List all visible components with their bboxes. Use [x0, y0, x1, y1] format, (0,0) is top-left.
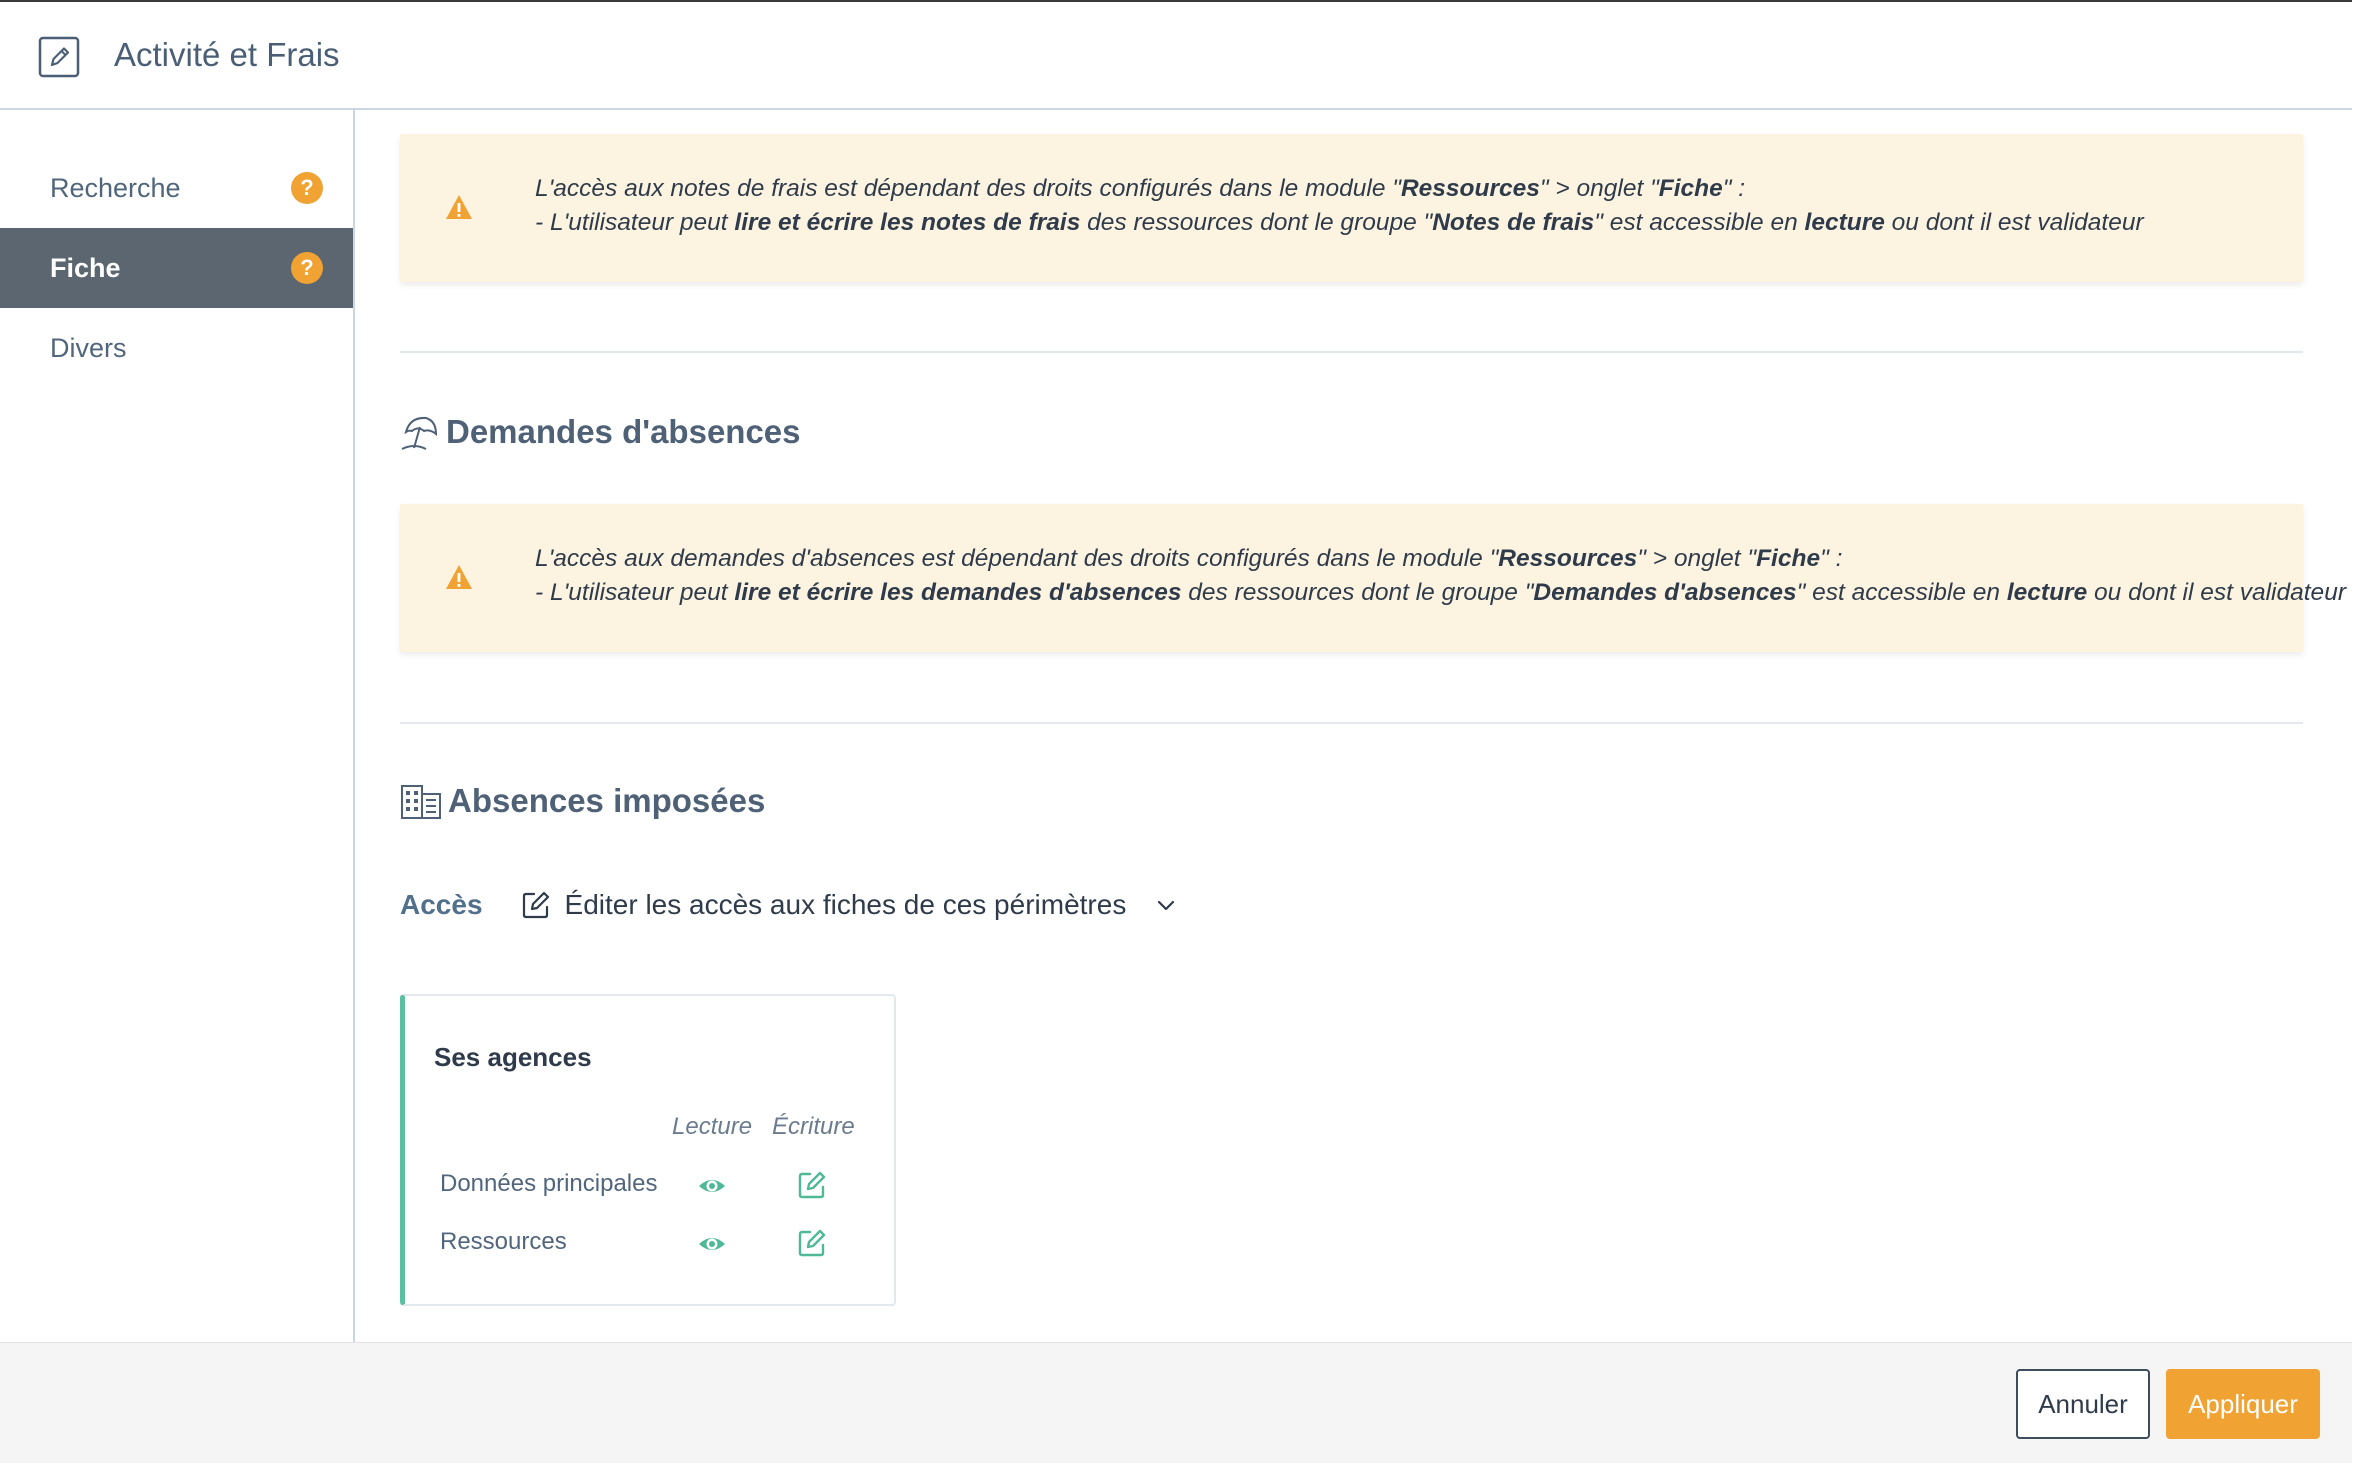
acces-row — [400, 880, 1178, 930]
alert-text — [535, 172, 2144, 240]
edit-icon[interactable] — [797, 1170, 827, 1200]
modal-title: Activité et Frais — [114, 36, 340, 73]
eye-icon[interactable] — [697, 1171, 727, 1201]
help-icon[interactable]: ? — [291, 252, 323, 284]
sidebar-item-label: Recherche — [50, 172, 181, 203]
modal-header — [0, 0, 2352, 110]
acces-label: Accès — [400, 889, 483, 920]
card-title: Ses agences — [434, 1042, 592, 1072]
sidebar-item-label: Fiche — [50, 252, 121, 283]
row-label-donnees-principales: Données principales — [440, 1170, 658, 1197]
alert-line-1: L'accès aux demandes d'absences est dépendant des droits configurés dans le module "Ressources" > onglet "Fiche" : — [535, 545, 1843, 572]
alert-notes-de-frais — [400, 134, 2303, 282]
cancel-button[interactable]: Annuler — [2016, 1369, 2150, 1439]
modal-footer — [0, 1342, 2352, 1463]
main-content[interactable] — [355, 110, 2351, 1342]
edit-icon[interactable] — [797, 1228, 827, 1258]
alert-line-2: - L'utilisateur peut lire et écrire les demandes d'absences des ressources dont le groupe "Demandes d'absences" est accessible en lecture ou dont il est validateur — [535, 579, 2346, 606]
sidebar-item-label: Divers — [50, 332, 127, 363]
warning-icon — [445, 194, 473, 220]
column-header-lecture: Lecture — [672, 1113, 753, 1140]
chevron-down-icon — [1154, 893, 1178, 917]
section-divider — [400, 351, 2303, 353]
perimeter-card — [400, 994, 896, 1306]
sidebar — [0, 110, 355, 1342]
eye-icon[interactable] — [697, 1229, 727, 1259]
section-title-text: Absences imposées — [448, 782, 766, 819]
buildings-icon — [400, 782, 442, 820]
section-title-text: Demandes d'absences — [446, 413, 801, 450]
help-icon[interactable]: ? — [291, 172, 323, 204]
warning-icon — [445, 564, 473, 590]
section-title-demandes — [400, 412, 801, 452]
apply-button[interactable]: Appliquer — [2166, 1369, 2320, 1439]
section-divider — [400, 722, 2303, 724]
alert-line-1: L'accès aux notes de frais est dépendant des droits configurés dans le module "Ressources" > onglet "Fiche" : — [535, 175, 1746, 202]
row-label-ressources: Ressources — [440, 1228, 567, 1255]
section-title-imposees — [400, 782, 765, 820]
pencil-square-icon — [38, 36, 80, 78]
column-header-ecriture: Écriture — [772, 1113, 855, 1140]
acces-dropdown[interactable] — [521, 889, 1179, 921]
umbrella-icon — [400, 412, 440, 452]
alert-text — [535, 542, 2346, 610]
acces-dropdown-value: Éditer les accès aux fiches de ces périmètres — [564, 889, 1127, 920]
alert-line-2: - L'utilisateur peut lire et écrire les notes de frais des ressources dont le groupe "Notes de frais" est accessible en lecture ou dont il est validateur — [535, 209, 2144, 236]
alert-demandes-absences — [400, 504, 2346, 652]
sidebar-item-divers[interactable] — [0, 308, 353, 388]
sidebar-item-recherche[interactable] — [0, 148, 353, 228]
edit-icon — [521, 890, 551, 920]
sidebar-item-fiche[interactable] — [0, 228, 353, 308]
